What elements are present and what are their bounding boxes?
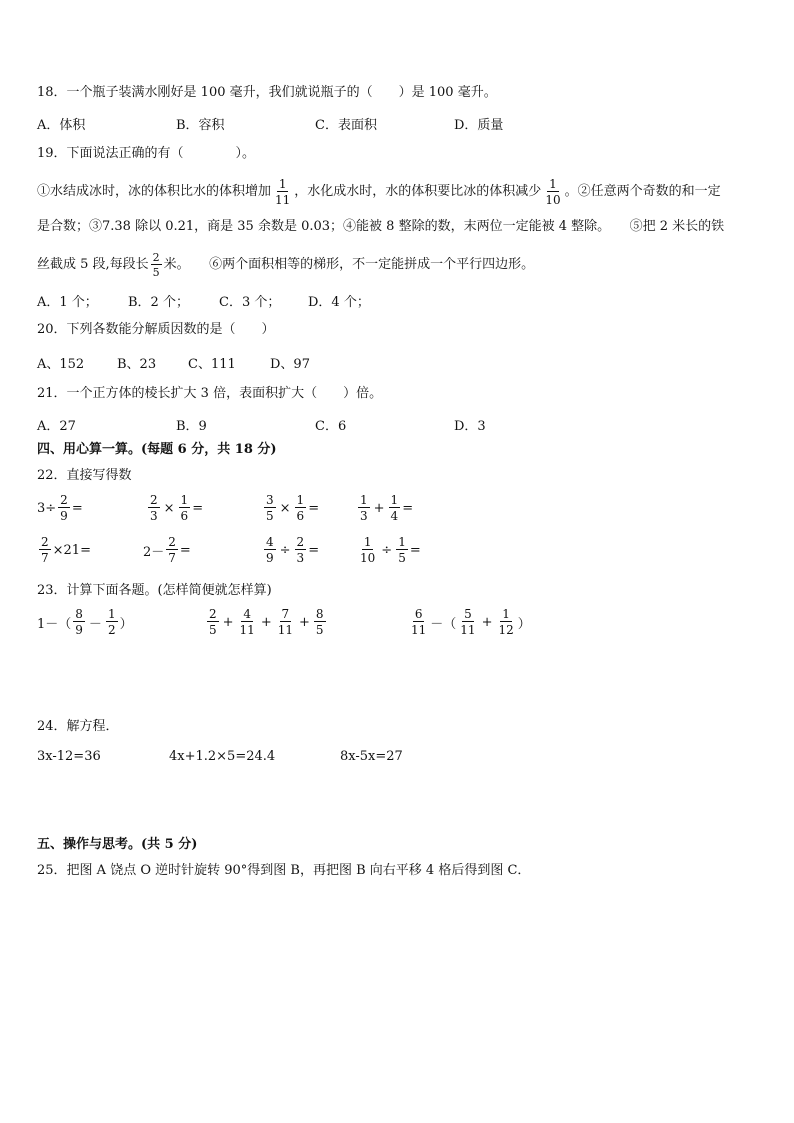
q19-statement-line-2: 是合数；③7.38 除以 0.21，商是 35 余数是 0.03；④能被 8 整除的数，末两位一定能被 4 整除。 ⑤把 2 米长的铁 xyxy=(37,219,725,234)
q19-s3b: 米。 ⑥两个面积相等的梯形，不一定能拼成一个平行四边形。 xyxy=(163,257,535,272)
question-22-title: 22．直接写得数 xyxy=(37,468,132,483)
fraction: $\frac{1}{10}$ xyxy=(360,535,376,565)
q24-equation-2: 4x+1.2×5=24.4 xyxy=(169,749,276,764)
q22-item-5: $\frac{2}{7}$ ×21= xyxy=(41,535,91,565)
fraction: $\frac{1}{12}$ xyxy=(498,607,514,637)
q20-option-d: D、97 xyxy=(270,357,310,372)
q22-item-3: $\frac{3}{5}$ × $\frac{1}{6}$ = xyxy=(266,493,320,523)
q19-option-c: C．3 个； xyxy=(219,295,281,310)
q22-item-1: 3÷ $\frac{2}{9}$ = xyxy=(37,493,83,523)
q19-statement-line-1 xyxy=(37,178,721,206)
fraction: $\frac{4}{11}$ xyxy=(239,607,255,637)
q18-option-d: D．质量 xyxy=(454,118,504,133)
fraction: 2 5 xyxy=(152,251,160,279)
q20-option-c: C、111 xyxy=(188,357,236,372)
q20-option-b: B、23 xyxy=(117,357,157,372)
q20-option-a: A、152 xyxy=(37,357,85,372)
question-18: 18．一个瓶子装满水刚好是 100 毫升，我们就说瓶子的（ ）是 100 毫升。 xyxy=(37,85,497,100)
q19-s1b: ，水化成水时，水的体积要比冰的体积减少 xyxy=(294,184,542,199)
q19-s1a: ①水结成冰时，冰的体积比水的体积增加 xyxy=(37,184,272,199)
fraction: $\frac{1}{6}$ xyxy=(180,493,189,523)
q21-option-b: B．9 xyxy=(176,419,207,434)
fraction: $\frac{2}{3}$ xyxy=(150,493,158,523)
fraction: 1 11 xyxy=(275,177,291,207)
question-25: 25．把图 A 饶点 O 逆时针旋转 90°得到图 B，再把图 B 向右平移 4 格后得到图 C． xyxy=(37,863,531,878)
fraction: $\frac{1}{4}$ xyxy=(390,493,399,523)
fraction: $\frac{1}{5}$ xyxy=(398,535,406,565)
q22-item-2: $\frac{2}{3}$ × $\frac{1}{6}$ = xyxy=(150,493,204,523)
fraction: 5 11 xyxy=(460,607,476,637)
q23-expression-2: 2 5 + $\frac{4}{11}$ + $\frac{7}{11}$ + $\frac{8}{5}$ xyxy=(209,607,324,637)
q22-item-4: 1 3 + $\frac{1}{4}$ = xyxy=(360,493,414,523)
fraction: $\frac{2}{7}$ xyxy=(168,535,176,565)
fraction: 1 10 xyxy=(545,177,561,207)
q19-statement-line-3 xyxy=(37,252,534,278)
fraction: $\frac{4}{9}$ xyxy=(266,535,274,565)
fraction: 2 5 xyxy=(209,607,217,637)
section-4-heading: 四、用心算一算。(每题 6 分，共 18 分) xyxy=(37,442,277,457)
q23-expression-3: 6 11 －（ 5 11 + $\frac{1}{12}$ ） xyxy=(411,607,531,637)
q19-option-b: B．2 个； xyxy=(128,295,189,310)
fraction: 6 11 xyxy=(411,607,427,637)
q19-s1c: 。②任意两个奇数的和一定 xyxy=(564,184,721,199)
q21-option-d: D．3 xyxy=(454,419,486,434)
q18-option-b: B．容积 xyxy=(176,118,225,133)
q19-option-d: D．4 个； xyxy=(308,295,370,310)
q22-item-8: $\frac{1}{10}$ ÷ $\frac{1}{5}$ = xyxy=(360,535,421,565)
q21-option-c: C．6 xyxy=(315,419,347,434)
fraction: $\frac{8}{5}$ xyxy=(315,607,324,637)
fraction: 8 9 xyxy=(75,607,83,637)
fraction: $\frac{2}{3}$ xyxy=(296,535,305,565)
fraction: 1 2 xyxy=(107,607,116,637)
fraction: $\frac{2}{7}$ xyxy=(41,535,49,565)
question-21: 21．一个正方体的棱长扩大 3 倍，表面积扩大（ ）倍。 xyxy=(37,386,383,401)
q22-item-6: 2－ $\frac{2}{7}$ = xyxy=(143,535,191,565)
q19-s3a: 丝截成 5 段,每段长 xyxy=(37,257,149,272)
fraction: 1 3 xyxy=(360,493,368,523)
fraction: $\frac{1}{6}$ xyxy=(296,493,305,523)
q18-option-c: C．表面积 xyxy=(315,118,377,133)
question-23-title: 23．计算下面各题。(怎样简便就怎样算) xyxy=(37,583,272,598)
q18-option-a: A．体积 xyxy=(37,118,86,133)
q24-equation-1: 3x-12=36 xyxy=(37,749,101,764)
q22-item-7: $\frac{4}{9}$ ÷ $\frac{2}{3}$ = xyxy=(266,535,320,565)
fraction: $\frac{3}{5}$ xyxy=(266,493,274,523)
fraction: $\frac{2}{9}$ xyxy=(60,493,68,523)
question-19-stem: 19．下面说法正确的有（ ）。 xyxy=(37,146,256,161)
section-5-heading: 五、操作与思考。(共 5 分) xyxy=(37,837,198,852)
question-24-title: 24．解方程． xyxy=(37,719,119,734)
q23-expression-1: 1－（ 8 9 － 1 2 ） xyxy=(37,607,133,637)
q21-option-a: A．27 xyxy=(37,419,76,434)
fraction: $\frac{7}{11}$ xyxy=(277,607,294,637)
q24-equation-3: 8x-5x=27 xyxy=(340,749,403,764)
q19-option-a: A．1 个； xyxy=(37,295,98,310)
question-20: 20．下列各数能分解质因数的是（ ） xyxy=(37,322,275,337)
